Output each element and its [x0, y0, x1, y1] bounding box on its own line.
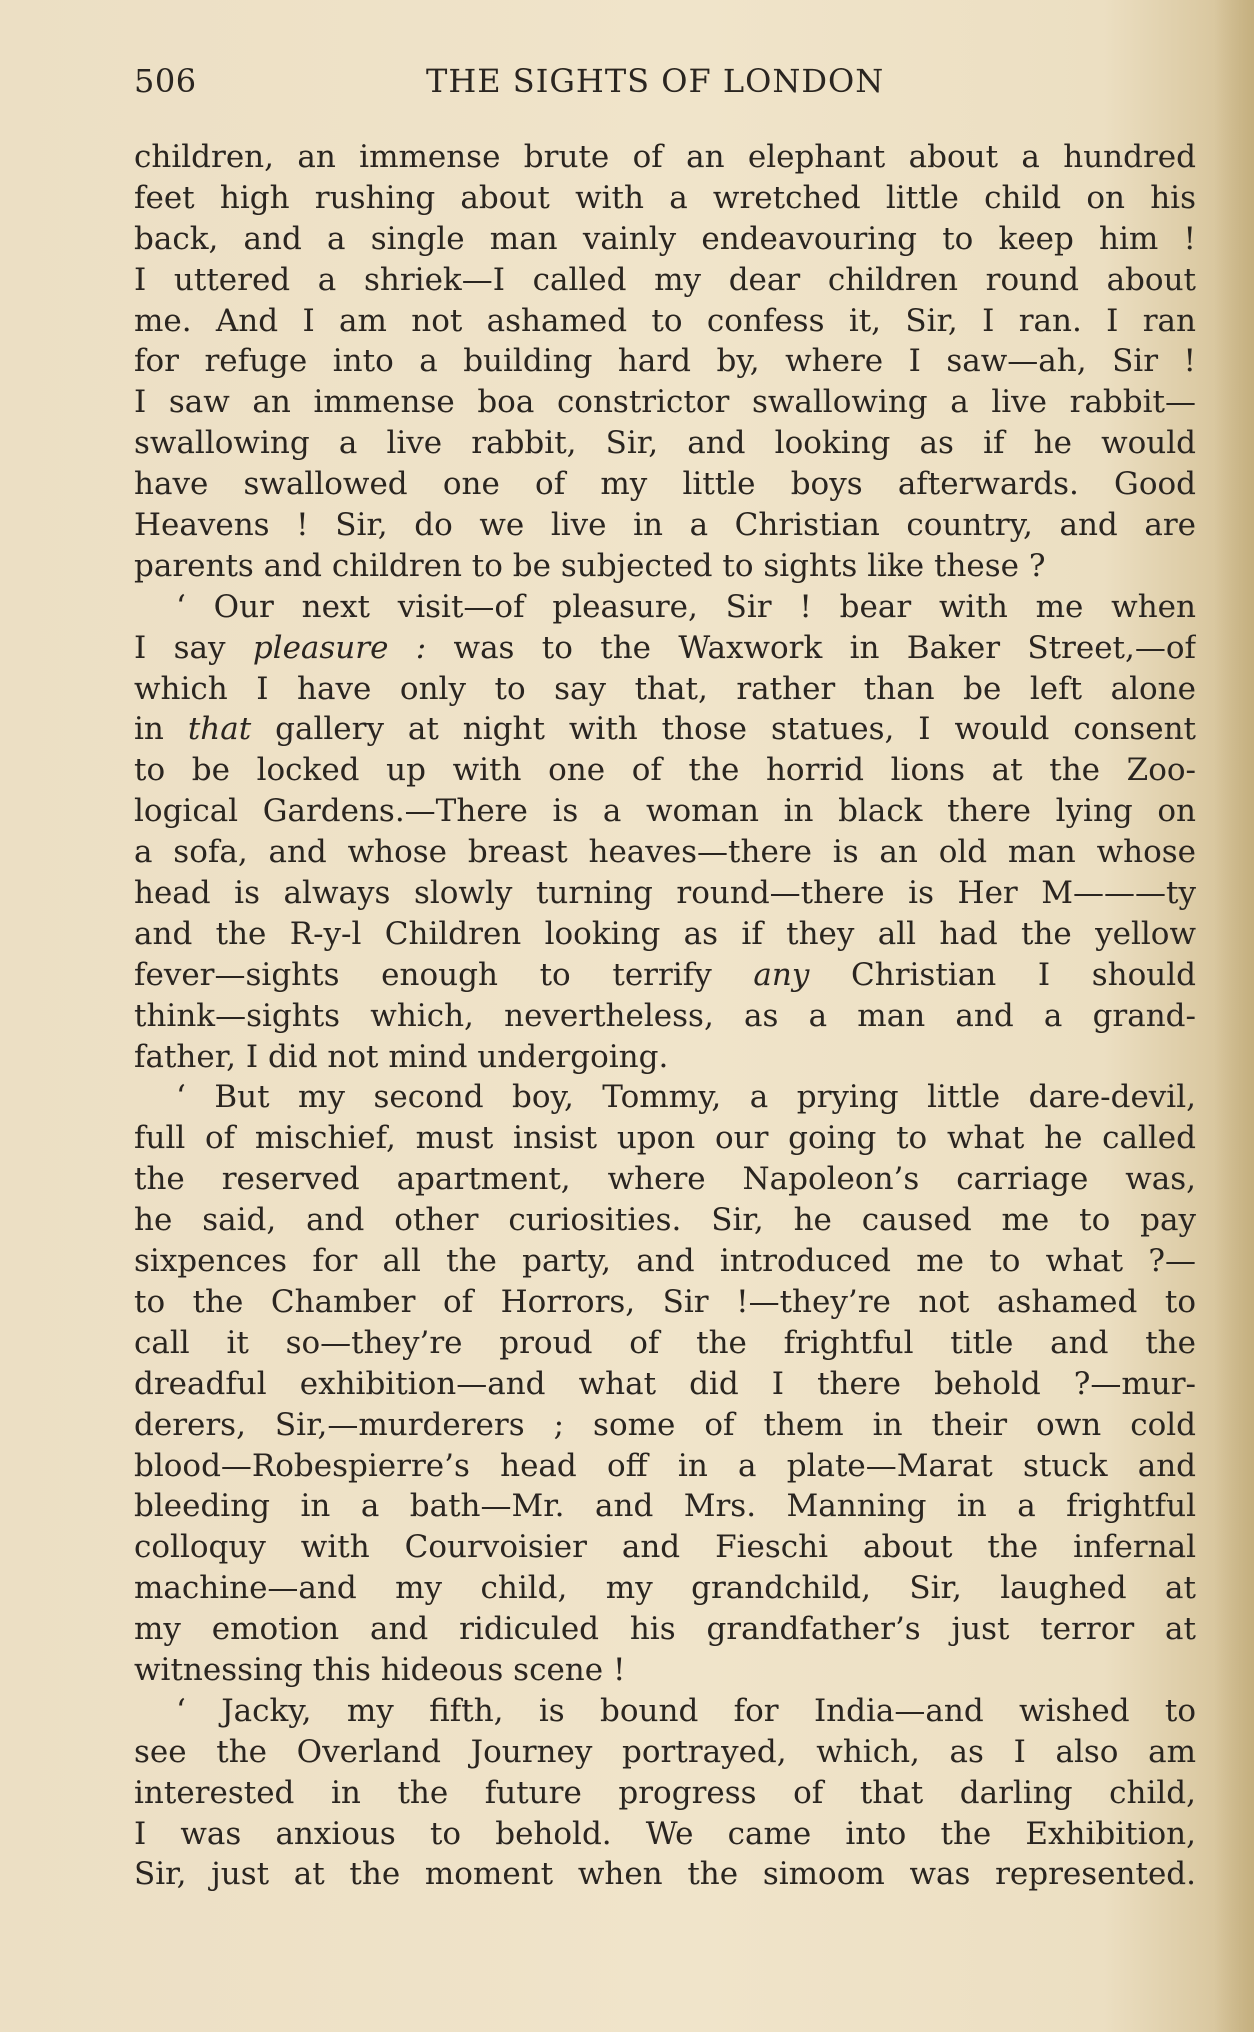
body-text: [134, 137, 1196, 1895]
text-line: [134, 1037, 1196, 1078]
line-text: a sofa, and whose breast heaves—there is an old man whose: [134, 834, 1196, 871]
text-line: [134, 914, 1196, 955]
page-header: [134, 62, 1194, 106]
text-line: [134, 1405, 1196, 1446]
text-line: [134, 1773, 1196, 1814]
text-line: [134, 1609, 1196, 1650]
text-line: [134, 137, 1196, 178]
line-text: in: [134, 711, 188, 748]
line-text: fever—sights enough to terrify: [134, 956, 754, 993]
line-text: ‘ Our next visit—of pleasure, Sir ! bear with me when: [176, 588, 1196, 625]
text-line: [134, 1854, 1196, 1895]
line-text: Sir, just at the moment when the simoom was represented.: [134, 1856, 1196, 1893]
text-line: [134, 1323, 1196, 1364]
text-line: [134, 178, 1196, 219]
text-line: [134, 464, 1196, 505]
text-line: [134, 1077, 1196, 1118]
text-line: [134, 1486, 1196, 1527]
line-text: interested in the future progress of that darling child,: [134, 1774, 1196, 1811]
line-text: my emotion and ridiculed his grandfather’s just terror at: [134, 1611, 1196, 1648]
line-text: he said, and other curiosities. Sir, he caused me to pay: [134, 1202, 1196, 1239]
text-line: [134, 219, 1196, 260]
text-line: [134, 669, 1196, 710]
italic-text: that: [187, 711, 252, 748]
line-text: was to the Waxwork in Baker Street,—of: [426, 629, 1196, 666]
page-number: 506: [134, 62, 197, 100]
text-line: [134, 1732, 1196, 1773]
text-line: [134, 1200, 1196, 1241]
line-text: Heavens ! Sir, do we live in a Christian country, and are: [134, 507, 1196, 544]
line-text: swallowing a live rabbit, Sir, and looking as if he would: [134, 425, 1196, 462]
text-line: [134, 505, 1196, 546]
text-line: [134, 1241, 1196, 1282]
line-text: ‘ But my second boy, Tommy, a prying little dare-devil,: [176, 1079, 1196, 1116]
line-text: full of mischief, must insist upon our going to what he called: [134, 1120, 1196, 1157]
text-line: [134, 1650, 1196, 1691]
line-text: call it so—they’re proud of the frightful title and the: [134, 1324, 1196, 1361]
line-text: for refuge into a building hard by, where I saw—ah, Sir !: [134, 343, 1196, 380]
text-line: [134, 301, 1196, 342]
line-text: feet high rushing about with a wretched little child on his: [134, 179, 1196, 216]
text-line: [134, 996, 1196, 1037]
line-text: have swallowed one of my little boys afterwards. Good: [134, 466, 1196, 503]
line-text: I saw an immense boa constrictor swallowing a live rabbit—: [134, 384, 1196, 421]
line-text: machine—and my child, my grandchild, Sir, laughed at: [134, 1570, 1196, 1607]
text-line: [134, 628, 1196, 669]
line-text: gallery at night with those statues, I would consent: [251, 711, 1196, 748]
line-text: father, I did not mind undergoing.: [134, 1038, 669, 1075]
line-text: Christian I should: [809, 956, 1196, 993]
line-text: to the Chamber of Horrors, Sir !—they’re not ashamed to: [134, 1283, 1196, 1320]
text-line: [134, 546, 1196, 587]
text-line: [134, 1159, 1196, 1200]
line-text: I say: [134, 629, 253, 666]
line-text: logical Gardens.—There is a woman in black there lying on: [134, 793, 1196, 830]
line-text: witnessing this hideous scene !: [134, 1651, 626, 1688]
text-line: [134, 1814, 1196, 1855]
line-text: dreadful exhibition—and what did I there behold ?—mur-: [134, 1365, 1196, 1402]
text-line: [134, 1282, 1196, 1323]
line-text: to be locked up with one of the horrid lions at the Zoo-: [134, 752, 1196, 789]
text-line: [134, 1446, 1196, 1487]
line-text: think—sights which, nevertheless, as a man and a grand-: [134, 997, 1196, 1034]
line-text: which I have only to say that, rather than be left alone: [134, 670, 1196, 707]
line-text: colloquy with Courvoisier and Fieschi about the infernal: [134, 1529, 1196, 1566]
line-text: parents and children to be subjected to sights like these ?: [134, 547, 1046, 584]
text-line: [134, 1364, 1196, 1405]
text-line: [134, 1118, 1196, 1159]
text-line: [134, 341, 1196, 382]
line-text: sixpences for all the party, and introduced me to what ?—: [134, 1243, 1196, 1280]
line-text: blood—Robespierre’s head off in a plate—Marat stuck and: [134, 1447, 1196, 1484]
text-line: [134, 423, 1196, 464]
line-text: derers, Sir,—murderers ; some of them in their own cold: [134, 1406, 1196, 1443]
italic-text: pleasure :: [252, 629, 427, 666]
text-line: [134, 750, 1196, 791]
text-line: [134, 382, 1196, 423]
italic-text: any: [753, 956, 810, 993]
text-line: [134, 1527, 1196, 1568]
text-line: [134, 587, 1196, 628]
line-text: children, an immense brute of an elephant about a hundred: [134, 139, 1196, 175]
text-line: [134, 260, 1196, 301]
line-text: head is always slowly turning round—there is Her M———ty: [134, 875, 1196, 912]
line-text: the reserved apartment, where Napoleon’s carriage was,: [134, 1161, 1196, 1198]
line-text: back, and a single man vainly endeavouring to keep him !: [134, 220, 1196, 257]
line-text: I uttered a shriek—I called my dear children round about: [134, 261, 1196, 298]
line-text: I was anxious to behold. We came into the Exhibition,: [134, 1815, 1196, 1852]
running-title: THE SIGHTS OF LONDON: [426, 62, 885, 100]
line-text: see the Overland Journey portrayed, which, as I also am: [134, 1733, 1196, 1770]
text-line: [134, 873, 1196, 914]
line-text: bleeding in a bath—Mr. and Mrs. Manning in a frightful: [134, 1488, 1196, 1525]
line-text: ‘ Jacky, my fifth, is bound for India—and wished to: [176, 1692, 1196, 1729]
text-line: [134, 955, 1196, 996]
line-text: and the R-y-l Children looking as if they all had the yellow: [134, 915, 1196, 952]
page-edge-shadow: [1214, 0, 1254, 2032]
text-line: [134, 791, 1196, 832]
text-line: [134, 1568, 1196, 1609]
text-line: [134, 832, 1196, 873]
line-text: me. And I am not ashamed to confess it, Sir, I ran. I ran: [134, 302, 1196, 339]
text-line: [134, 1691, 1196, 1732]
text-line: [134, 709, 1196, 750]
